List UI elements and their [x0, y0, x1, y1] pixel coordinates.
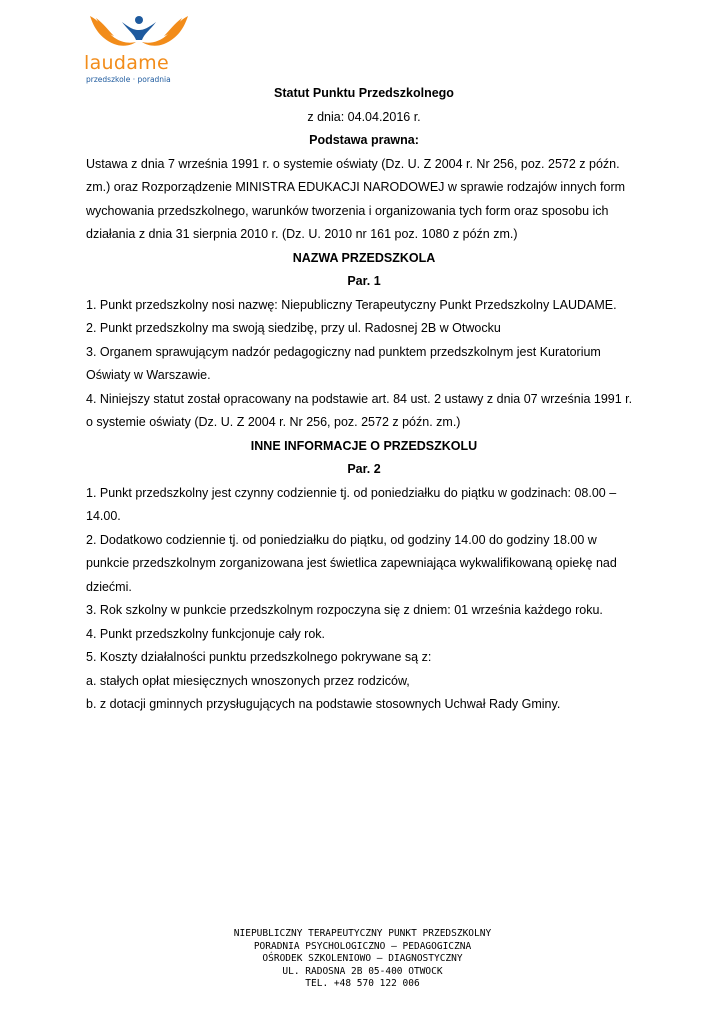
list-item: 2. Dodatkowo codziennie tj. od poniedziałku do piątku, od godziny 14.00 do godziny 18.00 w punkcie przedszkolnym zorganizowana jest świetlica zapewniająca wykwalifikowaną opiekę nad dziećmi. [86, 532, 617, 594]
document-date: z dnia: 04.04.2016 r. [307, 109, 421, 124]
list-item: 1. Punkt przedszkolny jest czynny codziennie tj. od poniedziałku do piątku w godzinach: 08.00 – 14.00. [86, 485, 617, 523]
list-item: 2. Punkt przedszkolny ma swoją siedzibę, przy ul. Radosnej 2B w Otwocku [86, 321, 501, 335]
legal-basis-heading: Podstawa prawna: [309, 133, 419, 147]
footer-line: OŚRODEK SZKOLENIOWO – DIAGNOSTYCZNY [262, 953, 463, 964]
document-title: Statut Punktu Przedszkolnego [274, 86, 454, 100]
page-footer [0, 928, 725, 991]
document-body [86, 82, 642, 717]
footer-address: UL. RADOSNA 2B 05-400 OTWOCK [282, 965, 443, 977]
list-item: a. stałych opłat miesięcznych wnoszonych przez rodziców, [86, 673, 410, 688]
section-heading-info: INNE INFORMACJE O PRZEDSZKOLU [250, 438, 478, 453]
list-item: 1. Punkt przedszkolny nosi nazwę: Niepubliczny Terapeutyczny Punkt Przedszkolny LAUDAME. [86, 297, 617, 312]
list-item: 4. Punkt przedszkolny funkcjonuje cały rok. [86, 626, 326, 641]
footer-line: PORADNIA PSYCHOLOGICZNO – PEDAGOGICZNA [253, 940, 472, 952]
footer-phone: TEL. +48 570 122 006 [305, 978, 420, 989]
section-heading-name: NAZWA PRZEDSZKOLA [292, 250, 436, 265]
footer-line: NIEPUBLICZNY TERAPEUTYCZNY PUNKT PRZEDSZKOLNY [233, 928, 492, 939]
legal-basis-text: Ustawa z dnia 7 września 1991 r. o systemie oświaty (Dz. U. Z 2004 r. Nr 256, poz. 2572 z późn. zm.) oraz Rozporządzenie MINISTRA EDUKACJI NARODOWEJ w sprawie rodzajów innych form wychowania przedszkolnego, warunków tworzenia i organizowania tych form oraz sposobu ich działania z dnia 31 sierpnia 2010 r. (Dz. U. 2010 nr 161 poz. 1080 z późn zm.) [86, 156, 626, 241]
list-item: 5. Koszty działalności punktu przedszkolnego pokrywane są z: [86, 650, 432, 664]
logo-tagline: przedszkole · poradnia [86, 75, 171, 84]
list-item: 3. Rok szkolny w punkcie przedszkolnym rozpoczyna się z dniem: 01 września każdego roku. [86, 603, 603, 617]
hands-figure-icon [84, 14, 194, 54]
paragraph-number-2: Par. 2 [347, 462, 381, 476]
paragraph-number-1: Par. 1 [347, 274, 381, 288]
logo-wordmark: laudame [84, 52, 169, 74]
list-item: 4. Niniejszy statut został opracowany na podstawie art. 84 ust. 2 ustawy z dnia 07 września 1991 r. o systemie oświaty (Dz. U. Z 2004 r. Nr 256, poz. 2572 z późn. zm.) [86, 391, 633, 429]
list-item: b. z dotacji gminnych przysługujących na podstawie stosownych Uchwał Rady Gminy. [86, 697, 561, 711]
laudame-logo [84, 14, 194, 86]
list-item: 3. Organem sprawującym nadzór pedagogiczny nad punktem przedszkolnym jest Kuratorium Oświaty w Warszawie. [86, 344, 601, 382]
